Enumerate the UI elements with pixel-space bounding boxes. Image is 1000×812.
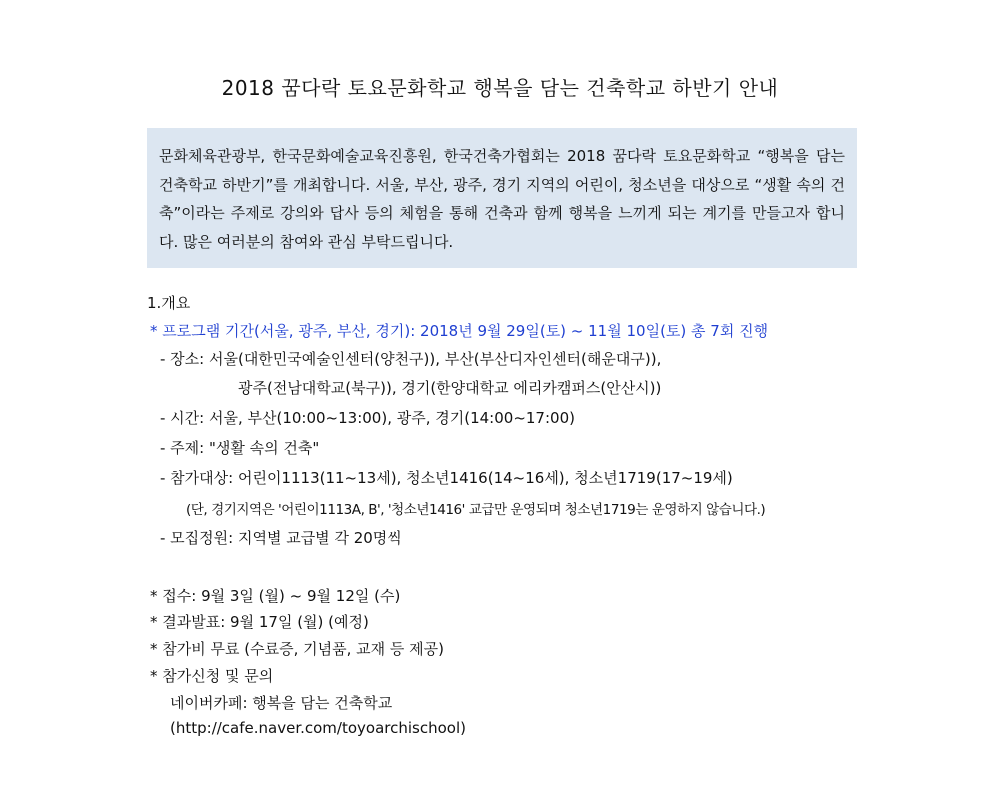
place-line-2: 광주(전남대학교(북구)), 경기(한양대학교 에리카캠퍼스(안산시))	[238, 379, 662, 397]
theme-line: - 주제: "생활 속의 건축"	[160, 439, 320, 457]
cafe-name: 네이버카페: 행복을 담는 건축학교	[170, 694, 393, 712]
inquiry-line: * 참가신청 및 문의	[150, 667, 274, 685]
fee-line: * 참가비 무료 (수료증, 기념품, 교재 등 제공)	[150, 640, 444, 658]
capacity-line: - 모집정원: 지역별 교급별 각 20명씩	[160, 529, 402, 547]
section-heading: 1.개요	[147, 294, 191, 312]
time-line: - 시간: 서울, 부산(10:00~13:00), 광주, 경기(14:00~17:00)	[160, 409, 575, 427]
application-line: * 접수: 9월 3일 (월) ~ 9월 12일 (수)	[150, 587, 401, 605]
page-title: 2018 꿈다락 토요문화학교 행복을 담는 건축학교 하반기 안내	[221, 76, 779, 100]
target-note: (단, 경기지역은 '어린이1113A, B', '청소년1416' 교급만 운영되며 청소년1719는 운영하지 않습니다.)	[186, 502, 766, 518]
place-line-1: - 장소: 서울(대한민국예술인센터(양천구)), 부산(부산디자인센터(해운대구)),	[160, 350, 662, 368]
result-line: * 결과발표: 9월 17일 (월) (예정)	[150, 613, 369, 631]
intro-text: 문화체육관광부, 한국문화예술교육진흥원, 한국건축가협회는 2018 꿈다락 토요문화학교 “행복을 담는 건축학교 하반기”를 개최합니다. 서울, 부산, 광주, 경기 지역의 어린이, 청소년을 대상으로 “생활 속의 건축”이라는 주제로 강의와 답사 등의 체험을 통해 건축과 함께 행복을 느끼게 되는 계기를 만들고자 합니다. 많은 여러분의 참여와 관심 부탁드립니다.	[159, 147, 845, 251]
program-period: * 프로그램 기간(서울, 광주, 부산, 경기): 2018년 9월 29일(토) ~ 11월 10일(토) 총 7회 진행	[150, 322, 769, 340]
intro-box	[147, 128, 857, 268]
cafe-url-link[interactable]: (http://cafe.naver.com/toyoarchischool)	[170, 719, 466, 737]
target-line: - 참가대상: 어린이1113(11~13세), 청소년1416(14~16세), 청소년1719(17~19세)	[160, 469, 733, 487]
